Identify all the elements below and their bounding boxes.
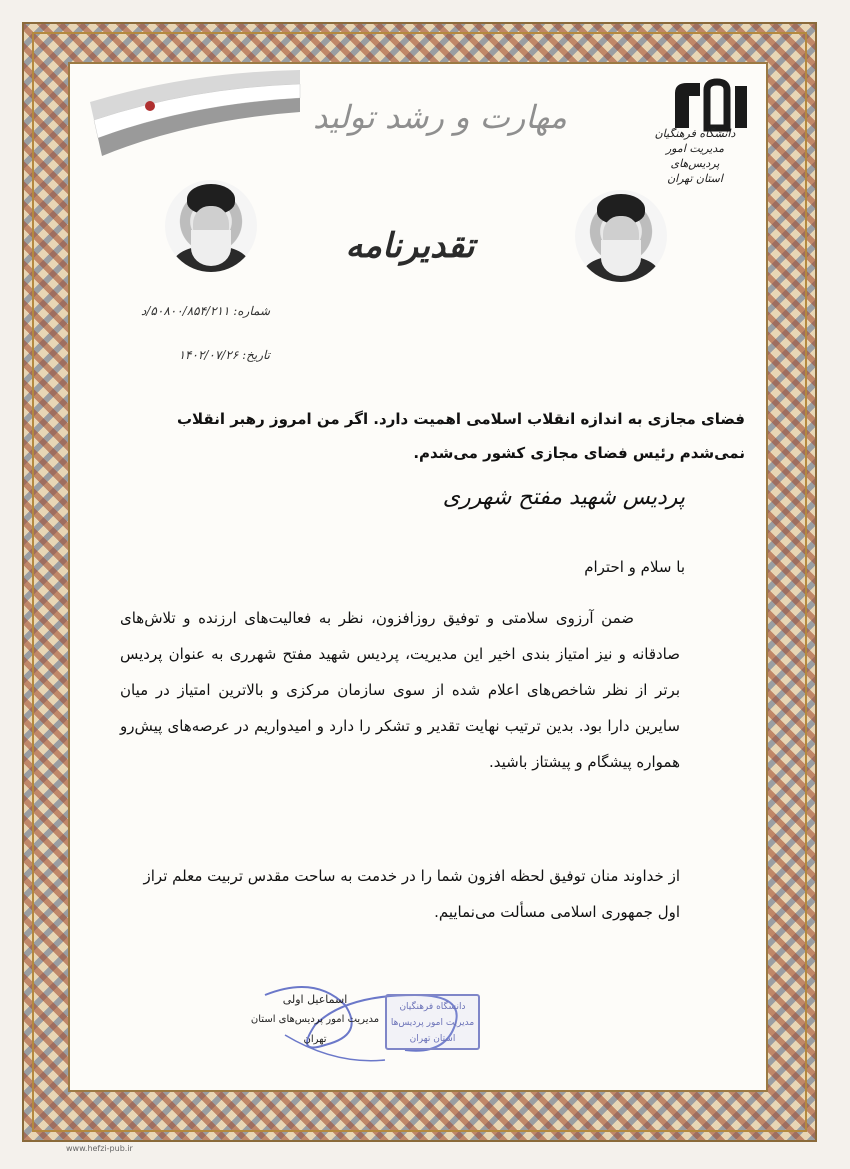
portrait-left xyxy=(165,180,257,272)
closing-paragraph: از خداوند منان توفیق لحظه افزون شما را در خدمت به ساحت مقدس تربیت معلم تراز اول جمهوری اسلامی مسألت می‌نماییم. xyxy=(143,867,680,921)
portrait-right xyxy=(575,190,667,282)
signatory-name: اسماعیل اولی xyxy=(282,993,348,1006)
organization-name xyxy=(640,126,750,186)
slogan: مهارت و رشد تولید xyxy=(313,98,567,136)
recipient-name: پردیس شهید مفتح شهرری xyxy=(442,485,685,510)
greeting: با سلام و احترام xyxy=(584,558,685,576)
body-paragraph: ضمن آرزوی سلامتی و توفیق روزافزون، نظر به فعالیت‌های ارزنده و تلاش‌های صادقانه و نیز امتیاز بندی اخیر این مدیریت، پردیس شهید مفتح شهرری به عنوان پردیس برتر از نظر شاخص‌های اعلام شده از سوی سازمان مرکزی و بالاترین امتیاز در میان سایرین دارا بود. بدین ترتیب نهایت تقدیر و تشکر را دارد و امیدواریم در عرصه‌های پیش‌رو همواره پیشگام و پیشتاز باشید. xyxy=(120,609,680,771)
certificate-title: تقدیرنامه xyxy=(345,226,475,266)
signatory-position: مدیریت امور پردیس‌های استان تهران xyxy=(250,1014,380,1045)
stamp-line: استان تهران xyxy=(409,1034,456,1044)
official-stamp xyxy=(385,994,480,1050)
org-line: مدیریت امور پردیس‌های xyxy=(665,142,725,170)
org-line: دانشگاه فرهنگیان xyxy=(654,127,736,140)
iran-flag-ribbon xyxy=(70,62,310,182)
certificate-date: تاریخ: ۱۴۰۲/۰۷/۲۶ xyxy=(178,348,270,362)
org-line: استان تهران xyxy=(667,172,723,185)
certificate-number: شماره: ۵۰۸۰۰/۸۵۴/۲۱۱/د xyxy=(141,304,270,318)
footer-website: www.hefzi-pub.ir xyxy=(66,1144,133,1153)
flag-emblem-icon xyxy=(145,101,155,111)
stamp-line: مدیریت امور پردیس‌ها xyxy=(390,1018,475,1028)
stamp-line: دانشگاه فرهنگیان xyxy=(399,1002,466,1012)
signatory xyxy=(240,990,390,1050)
leader-quote: فضای مجازی به اندازه انقلاب اسلامی اهمیت دارد. اگر من امروز رهبر انقلاب نمی‌شدم رئیس فضای مجازی کشور می‌شدم. xyxy=(176,410,745,462)
